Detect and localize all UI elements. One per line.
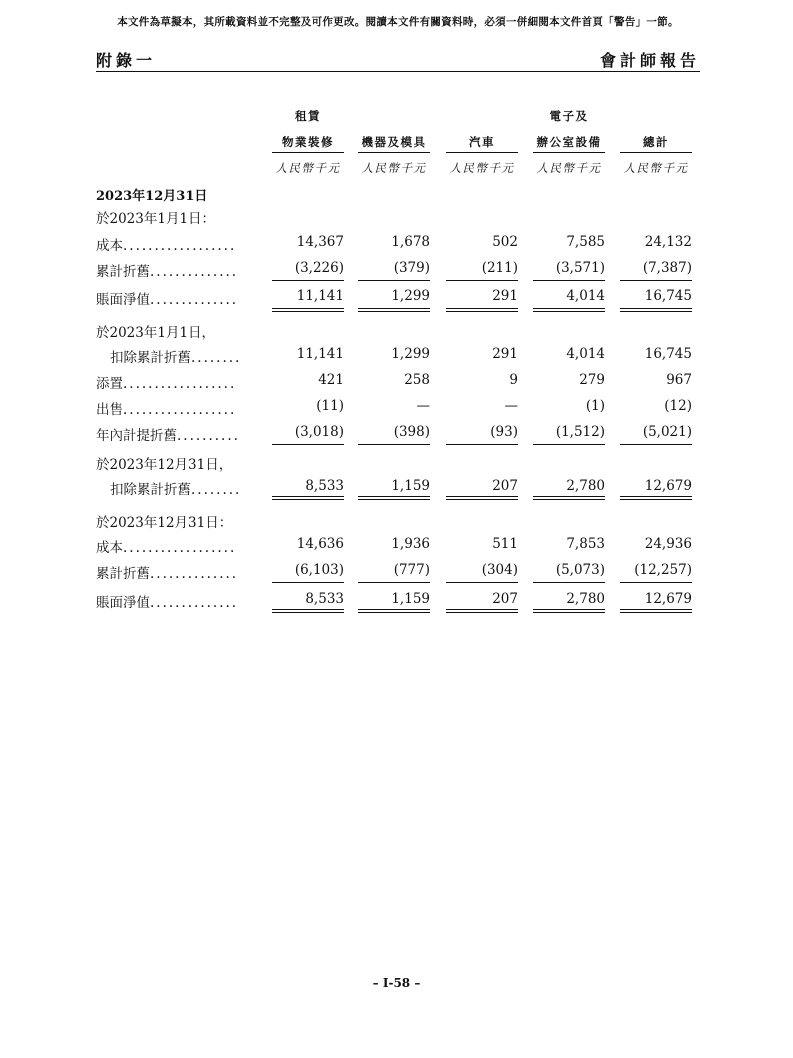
table-cell: 14,367 <box>296 234 344 250</box>
row-label <box>110 346 241 366</box>
table-cell: 1,299 <box>391 346 430 362</box>
total-double-rule <box>272 496 344 500</box>
column-header-line2: 汽車 <box>469 135 495 149</box>
column-unit: 人民幣千元 <box>536 161 602 175</box>
subtotal-rule <box>272 280 344 281</box>
total-double-rule <box>533 308 605 312</box>
total-double-rule <box>533 609 605 613</box>
column-unit: 人民幣千元 <box>623 161 689 175</box>
subtotal-rule <box>358 280 430 281</box>
total-double-rule <box>620 609 692 613</box>
row-label <box>96 591 238 611</box>
column-unit: 人民幣千元 <box>449 161 515 175</box>
table-cell: 2,780 <box>566 591 605 607</box>
table-cell: (379) <box>393 260 430 276</box>
row-label-text: 添置 <box>96 376 123 392</box>
column-header-line1: 電子及 <box>549 109 589 123</box>
row-label <box>96 536 236 556</box>
column-header-rule <box>272 152 344 153</box>
row-label-text: 成本 <box>96 540 123 556</box>
table-cell: 967 <box>666 372 692 388</box>
table-cell: 11,141 <box>296 288 344 304</box>
table-cell: (6,103) <box>294 562 344 578</box>
column-header-line2: 機器及模具 <box>361 135 427 149</box>
table-cell: 8,533 <box>305 591 344 607</box>
row-label <box>96 511 232 531</box>
column-header-line2: 物業裝修 <box>282 135 334 149</box>
table-cell: (3,571) <box>555 260 605 276</box>
table-cell: 421 <box>318 372 344 388</box>
total-double-rule <box>272 308 344 312</box>
subtotal-rule <box>358 582 430 583</box>
row-label <box>96 562 238 582</box>
leader-dots: .................. <box>123 238 237 254</box>
table-cell: 9 <box>509 372 518 388</box>
subtotal-rule <box>272 582 344 583</box>
table-cell: (777) <box>393 562 430 578</box>
total-double-rule <box>446 308 518 312</box>
subtotal-rule <box>446 444 518 445</box>
row-label <box>96 207 215 227</box>
row-label <box>110 478 241 498</box>
header-rule <box>96 71 700 72</box>
row-label <box>96 453 232 473</box>
row-label-text: 於2023年12月31日： <box>96 515 233 531</box>
table-cell: — <box>416 398 430 414</box>
table-cell: (12,257) <box>634 562 692 578</box>
page-number: – I-58 – <box>372 976 421 990</box>
row-label <box>96 398 236 418</box>
report-title: 會計師報告 <box>599 51 700 70</box>
table-cell: 16,745 <box>644 346 692 362</box>
page-header <box>96 48 700 71</box>
total-double-rule <box>358 496 430 500</box>
table-cell: (11) <box>316 398 344 414</box>
column-header-rule <box>533 152 605 153</box>
table-cell: 207 <box>492 591 518 607</box>
table-cell: 207 <box>492 478 518 494</box>
table-cell: (5,021) <box>642 424 692 440</box>
table-cell: (3,018) <box>294 424 344 440</box>
table-cell: 1,678 <box>391 234 430 250</box>
table-cell: 511 <box>492 536 518 552</box>
section-date: 2023年12月31日 <box>96 189 208 204</box>
leader-dots: ........ <box>191 482 242 498</box>
table-cell: (398) <box>393 424 430 440</box>
draft-notice: 本文件為草擬本，其所載資料並不完整及可作更改。閱讀本文件有關資料時，必須一併細閱本文件首頁「警告」一節。 <box>117 16 679 28</box>
row-label-text: 於2023年1月1日： <box>96 211 216 227</box>
table-cell: (7,387) <box>642 260 692 276</box>
table-cell: (1) <box>585 398 605 414</box>
leader-dots: .............. <box>150 292 239 308</box>
column-header-line1: 租賃 <box>295 109 321 123</box>
row-label-text: 於2023年12月31日， <box>96 457 233 473</box>
leader-dots: .............. <box>150 264 239 280</box>
total-double-rule <box>446 609 518 613</box>
table-cell: 4,014 <box>566 288 605 304</box>
leader-dots: .......... <box>177 428 240 444</box>
table-cell: — <box>504 398 518 414</box>
leader-dots: .................. <box>123 402 237 418</box>
total-double-rule <box>446 496 518 500</box>
table-cell: 502 <box>492 234 518 250</box>
total-double-rule <box>358 308 430 312</box>
total-double-rule <box>533 496 605 500</box>
column-header-rule <box>446 152 518 153</box>
column-header-line2: 總計 <box>643 135 669 149</box>
total-double-rule <box>358 609 430 613</box>
table-cell: 1,936 <box>391 536 430 552</box>
subtotal-rule <box>620 444 692 445</box>
leader-dots: .............. <box>150 595 239 611</box>
column-header-line2: 辦公室設備 <box>536 135 602 149</box>
table-cell: 12,679 <box>644 591 692 607</box>
table-cell: (12) <box>664 398 692 414</box>
column-header-rule <box>358 152 430 153</box>
table-cell: 7,853 <box>566 536 605 552</box>
row-label <box>96 234 236 254</box>
column-unit: 人民幣千元 <box>275 161 341 175</box>
row-label-text: 於2023年1月1日， <box>96 325 216 341</box>
table-cell: 24,132 <box>644 234 692 250</box>
row-label-text: 累計折舊 <box>96 264 150 280</box>
leader-dots: .................. <box>123 376 237 392</box>
subtotal-rule <box>446 582 518 583</box>
table-cell: 291 <box>492 346 518 362</box>
table-cell: 14,636 <box>296 536 344 552</box>
table-cell: 4,014 <box>566 346 605 362</box>
subtotal-rule <box>533 444 605 445</box>
row-label <box>96 372 236 392</box>
table-cell: 12,679 <box>644 478 692 494</box>
row-label <box>96 260 238 280</box>
table-cell: 8,533 <box>305 478 344 494</box>
table-cell: 2,780 <box>566 478 605 494</box>
table-cell: (93) <box>490 424 518 440</box>
table-cell: (304) <box>481 562 518 578</box>
subtotal-rule <box>533 280 605 281</box>
row-label-text: 扣除累計折舊 <box>110 350 191 366</box>
subtotal-rule <box>620 280 692 281</box>
row-label-text: 賬面淨值 <box>96 292 150 308</box>
table-cell: 7,585 <box>566 234 605 250</box>
table-cell: (1,512) <box>555 424 605 440</box>
table-cell: (3,226) <box>294 260 344 276</box>
leader-dots: .............. <box>150 566 239 582</box>
subtotal-rule <box>272 444 344 445</box>
row-label-text: 成本 <box>96 238 123 254</box>
table-cell: 11,141 <box>296 346 344 362</box>
table-cell: 1,299 <box>391 288 430 304</box>
table-cell: 16,745 <box>644 288 692 304</box>
table-cell: 24,936 <box>644 536 692 552</box>
row-label-text: 扣除累計折舊 <box>110 482 191 498</box>
total-double-rule <box>620 308 692 312</box>
row-label-text: 出售 <box>96 402 123 418</box>
subtotal-rule <box>358 444 430 445</box>
row-label-text: 年內計提折舊 <box>96 428 177 444</box>
row-label-text: 累計折舊 <box>96 566 150 582</box>
column-header-rule <box>620 152 692 153</box>
subtotal-rule <box>620 582 692 583</box>
table-cell: 291 <box>492 288 518 304</box>
row-label <box>96 321 215 341</box>
row-label <box>96 424 240 444</box>
table-cell: 258 <box>404 372 430 388</box>
table-cell: 279 <box>579 372 605 388</box>
leader-dots: .................. <box>123 540 237 556</box>
appendix-title: 附錄一 <box>96 51 157 70</box>
table-cell: (211) <box>481 260 518 276</box>
subtotal-rule <box>446 280 518 281</box>
subtotal-rule <box>533 582 605 583</box>
table-cell: (5,073) <box>555 562 605 578</box>
row-label <box>96 288 238 308</box>
total-double-rule <box>272 609 344 613</box>
table-cell: 1,159 <box>391 478 430 494</box>
column-unit: 人民幣千元 <box>361 161 427 175</box>
leader-dots: ........ <box>191 350 242 366</box>
total-double-rule <box>620 496 692 500</box>
table-cell: 1,159 <box>391 591 430 607</box>
row-label-text: 賬面淨值 <box>96 595 150 611</box>
